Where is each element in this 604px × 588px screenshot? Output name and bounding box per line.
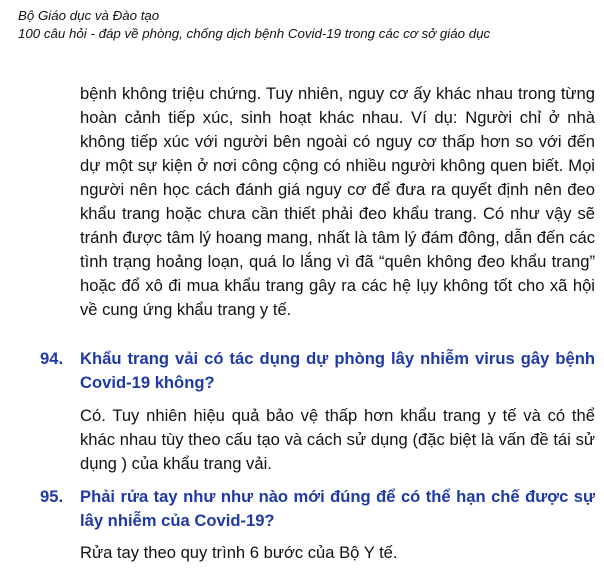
question-94 xyxy=(40,347,595,395)
continuation-paragraph: bệnh không triệu chứng. Tuy nhiên, nguy cơ ấy khác nhau trong từng hoàn cảnh tiếp xúc, sinh hoạt khác nhau. Ví dụ: Người chỉ ở nhà không tiếp xúc với người bên ngoài có nguy cơ thấp hơn so với đến dự một sự kiện ở nơi công cộng có nhiều người không quen biết. Mọi người nên học cách đánh giá nguy cơ để đưa ra quyết định nên đeo khẩu trang hoặc chưa cần thiết phải đeo khẩu trang. Có như vậy sẽ tránh được tâm lý hoang mang, nhất là tâm lý đám đông, dẫn đến các tình trạng hoảng loạn, quá lo lắng vì đã “quên không đeo khẩu trang” hoặc đổ xô đi mua khẩu trang gây ra các hệ lụy không tốt cho xã hội về cung ứng khẩu trang y tế. xyxy=(80,84,595,319)
question-number: 94. xyxy=(40,349,64,368)
question-95 xyxy=(40,485,595,533)
question-text: Phải rửa tay như như nào mới đúng để có thể hạn chế được sự lây nhiễm của Covid-19? xyxy=(80,487,595,530)
document-title: 100 câu hỏi - đáp về phòng, chống dịch bệnh Covid-19 trong các cơ sở giáo dục xyxy=(18,26,491,41)
question-text: Khẩu trang vải có tác dụng dự phòng lây nhiễm virus gây bệnh Covid-19 không? xyxy=(80,349,595,392)
answer-95: Rửa tay theo quy trình 6 bước của Bộ Y tế. xyxy=(80,543,398,562)
answer-94: Có. Tuy nhiên hiệu quả bảo vệ thấp hơn khẩu trang y tế và có thể khác nhau tùy theo cấu tạo và cách sử dụng (đặc biệt là vấn đề tái sử dụng ) của khẩu trang vải. xyxy=(80,406,595,473)
question-number: 95. xyxy=(40,487,64,506)
page-header xyxy=(18,7,598,43)
organization-name: Bộ Giáo dục và Đào tạo xyxy=(18,8,160,23)
